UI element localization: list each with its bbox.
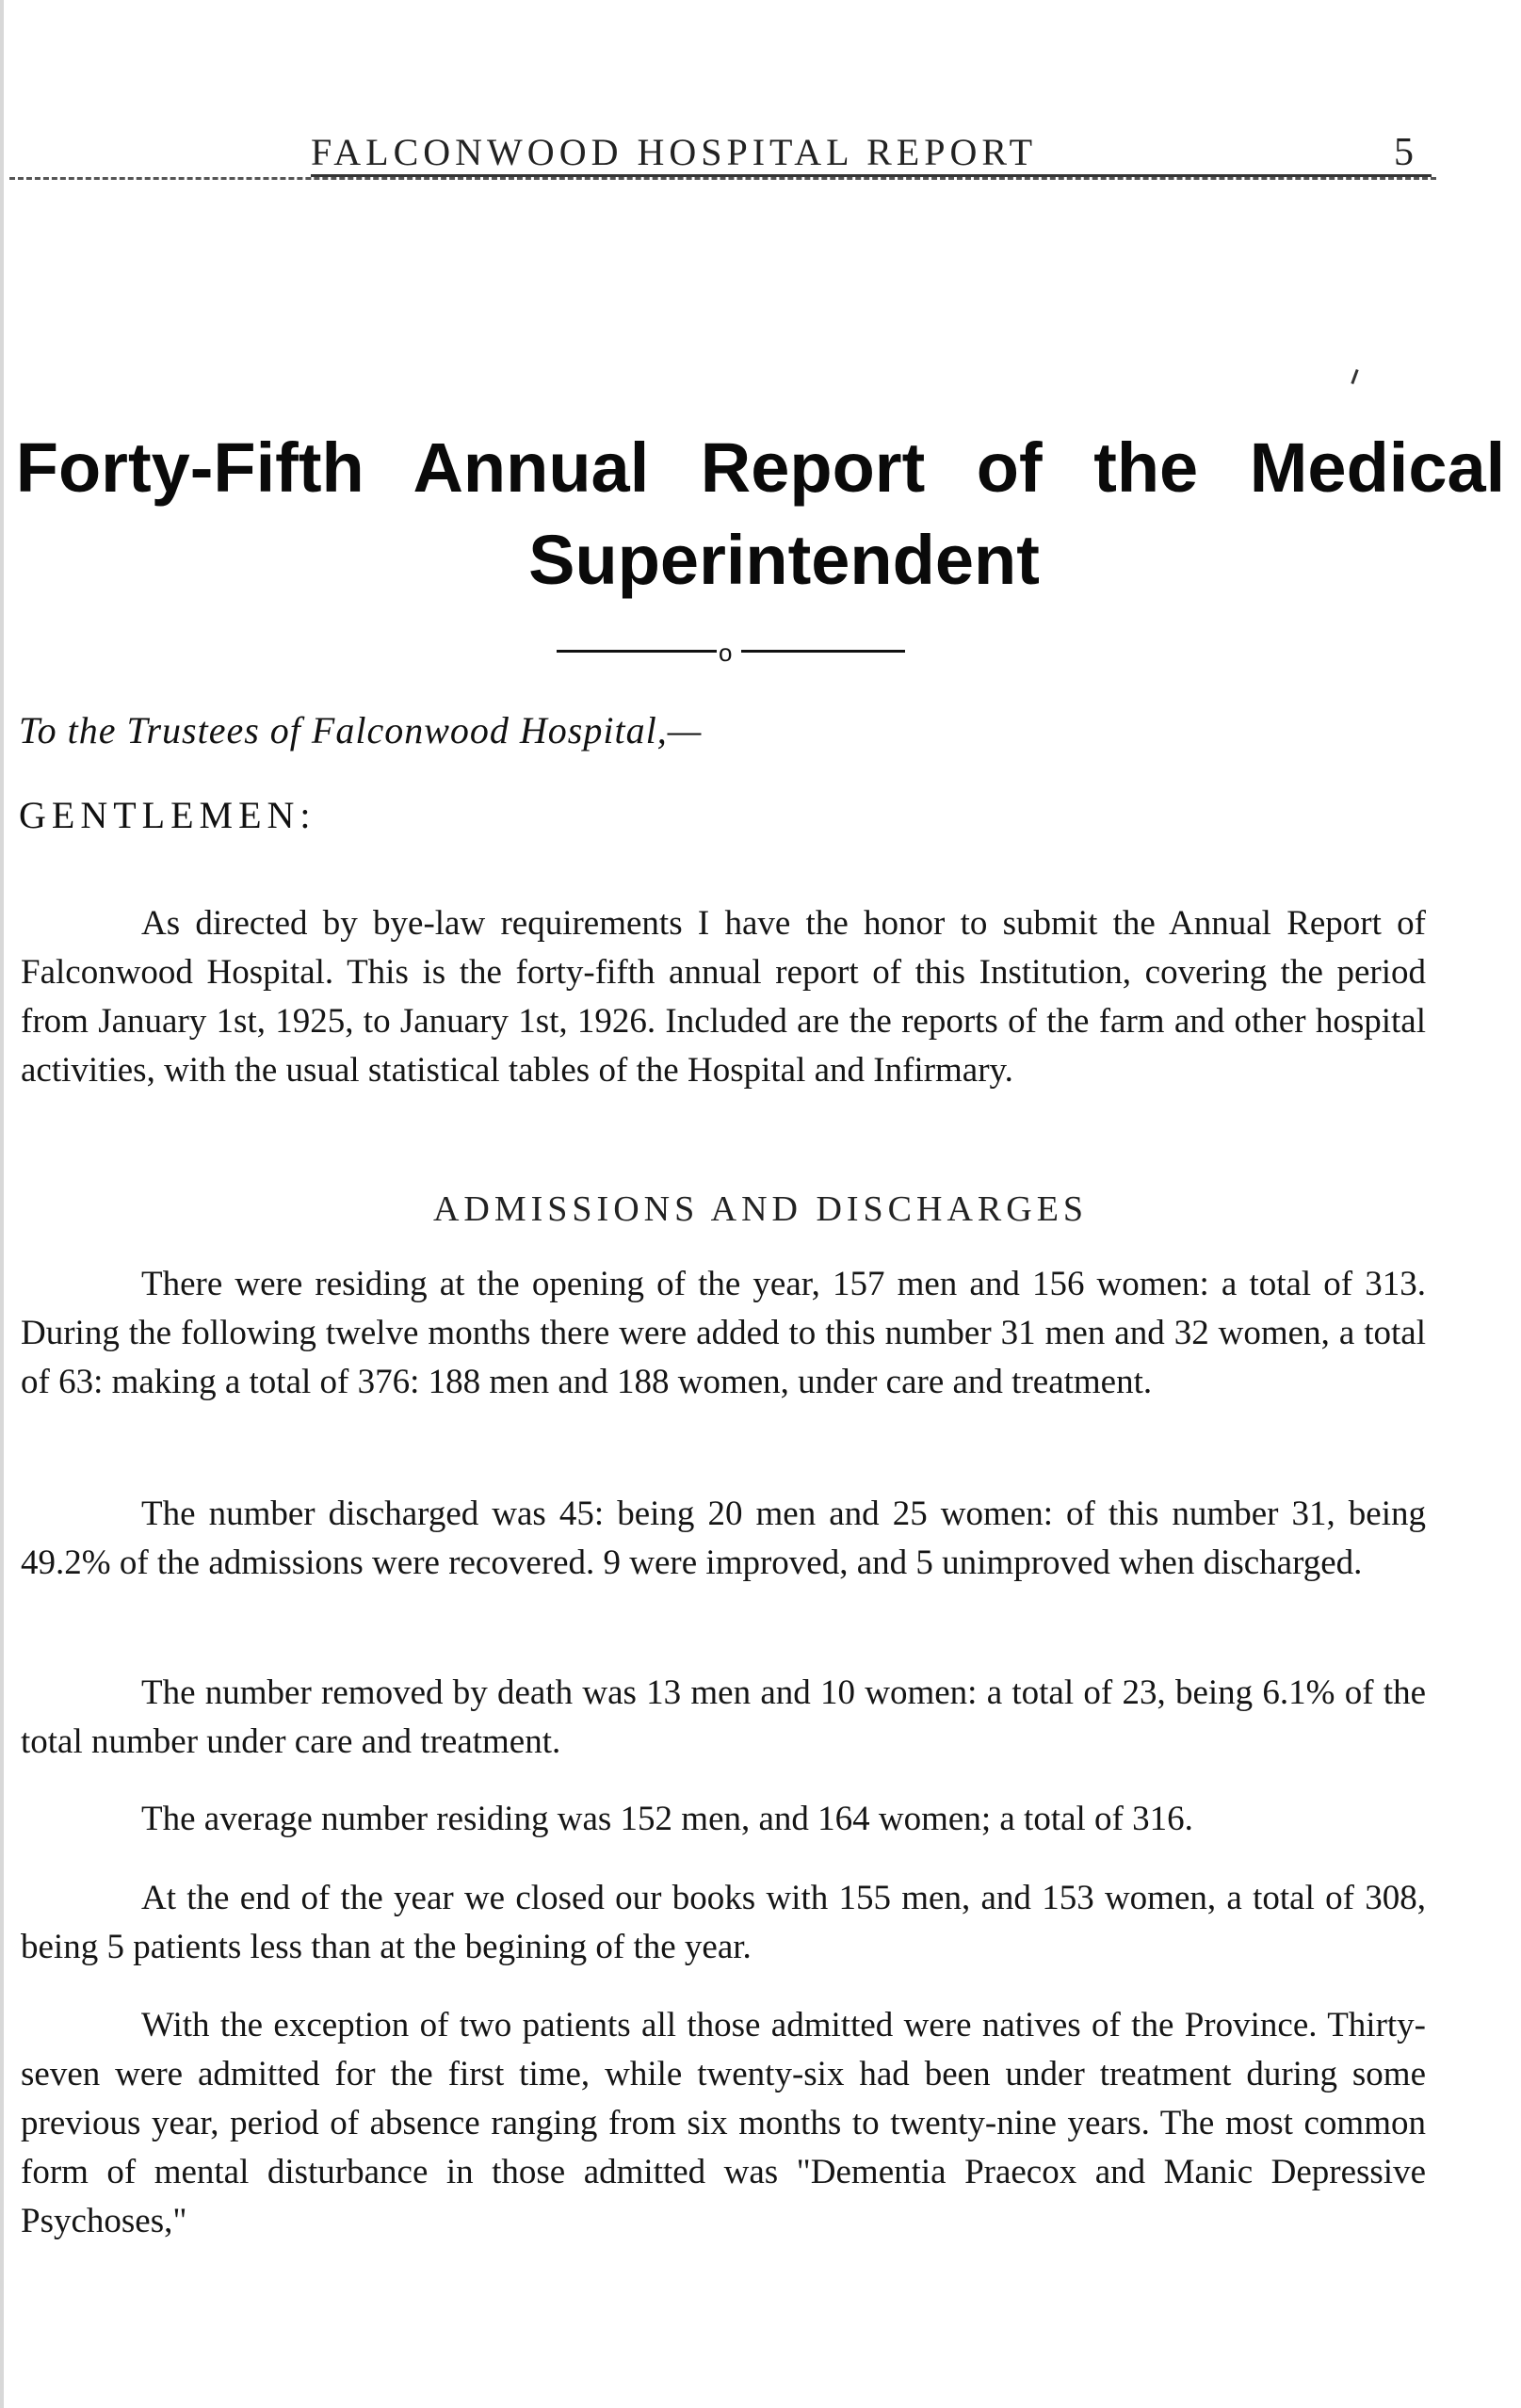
running-head-dashed-rule: [9, 177, 1436, 180]
stray-mark: [1351, 369, 1358, 384]
title-separator: [557, 633, 905, 667]
greeting: GENTLEMEN:: [19, 794, 316, 836]
discharged-paragraph: The number discharged was 45: being 20 men and 25 women: of this number 31, being 49.2% of the admissions were recovered. 9 were improved, and 5 unimproved when discharged.: [21, 1495, 1426, 1582]
running-head-rule: [311, 174, 1432, 177]
separator-rule-right: [741, 650, 905, 653]
separator-ornament: o: [719, 638, 733, 667]
natives-paragraph: With the exception of two patients all those admitted were natives of the Province. Thirty-seven were admitted for the first time, while twenty-six had been under treatment during some previous year, period of absence ranging from six months to twenty-nine years. The most common form of mental disturbance in those admitted was "Dementia Praecox and Manic Depressive Psychoses,": [21, 2006, 1426, 2240]
report-title-line-2: Superintendent: [528, 521, 1040, 599]
end-of-year-paragraph: At the end of the year we closed our books with 155 men, and 153 women, a total of 308, being 5 patients less than at the begining of the year.: [21, 1879, 1426, 1966]
intro-paragraph: As directed by bye-law requirements I have the honor to submit the Annual Report of Falconwood Hospital. This is the forty-fifth annual report of this Institution, covering the period from January 1st, 1925, to January 1st, 1926. Included are the reports of the farm and other hospital activities, with the usual statistical tables of the Hospital and Infirmary.: [21, 904, 1426, 1090]
section-heading: ADMISSIONS AND DISCHARGES: [432, 1189, 1089, 1229]
running-head-title: FALCONWOOD HOSPITAL REPORT: [311, 131, 1038, 173]
report-title: [0, 422, 1521, 606]
residing-paragraph: There were residing at the opening of the year, 157 men and 156 women: a total of 313. During the following twelve months there were added to this number 31 men and 32 women, a total of 63: making a total of 376: 188 men and 188 women, under care and treatment.: [21, 1265, 1426, 1401]
page-number: 5: [1394, 131, 1414, 174]
average-paragraph: The average number residing was 152 men, and 164 women; a total of 316.: [141, 1800, 1193, 1838]
salutation: To the Trustees of Falconwood Hospital,—: [19, 709, 703, 751]
deaths-paragraph: The number removed by death was 13 men and 10 women: a total of 23, being 6.1% of the total number under care and treatment.: [21, 1673, 1426, 1761]
report-title-line-1: Forty-Fifth Annual Report of the Medical: [15, 428, 1506, 507]
separator-rule-left: [557, 650, 717, 653]
